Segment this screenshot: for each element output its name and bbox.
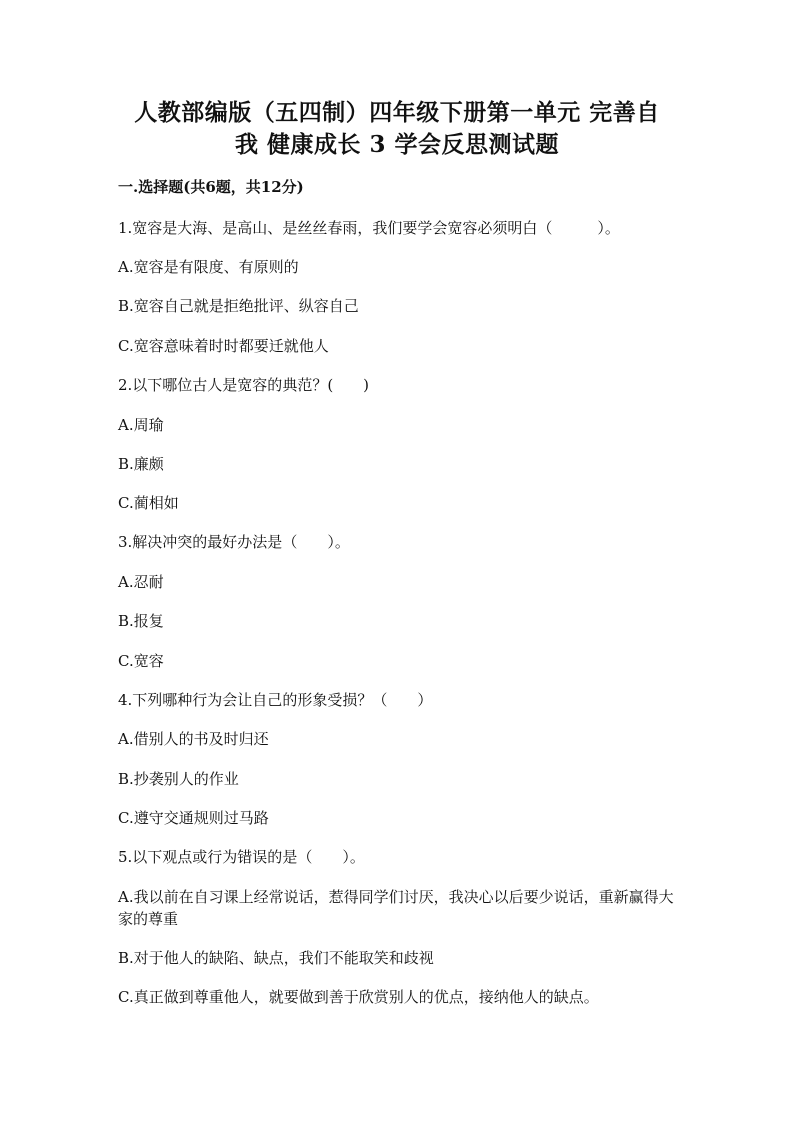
question-1-stem: 1.宽容是大海、是高山、是丝丝春雨，我们要学会宽容必须明白（ ）。 bbox=[118, 219, 620, 237]
question-2-option-a: A.周瑜 bbox=[118, 416, 164, 434]
question-2-option-c: C.蔺相如 bbox=[118, 494, 179, 512]
question-1-option-a: A.宽容是有限度、有原则的 bbox=[118, 258, 299, 276]
document-title-line-1: 人教部编版（五四制）四年级下册第一单元 完善自 bbox=[134, 99, 660, 126]
section-heading: 一.选择题(共6题，共12分) bbox=[118, 178, 304, 196]
question-2-option-b: B.廉颇 bbox=[118, 455, 164, 473]
question-4-stem: 4.下列哪种行为会让自己的形象受损？（ ） bbox=[118, 691, 433, 709]
question-3-option-b: B.报复 bbox=[118, 612, 164, 630]
question-4-option-b: B.抄袭别人的作业 bbox=[118, 770, 239, 788]
question-3-option-a: A.忍耐 bbox=[118, 573, 164, 591]
document-title-line-2: 我 健康成长 3 学会反思测试题 bbox=[234, 131, 560, 158]
question-3-option-c: C.宽容 bbox=[118, 652, 164, 670]
question-4-option-a: A.借别人的书及时归还 bbox=[118, 730, 269, 748]
question-1-option-c: C.宽容意味着时时都要迁就他人 bbox=[118, 337, 329, 355]
question-5-stem: 5.以下观点或行为错误的是（ ）。 bbox=[118, 848, 365, 866]
question-4-option-c: C.遵守交通规则过马路 bbox=[118, 809, 269, 827]
question-5-option-b: B.对于他人的缺陷、缺点，我们不能取笑和歧视 bbox=[118, 949, 434, 967]
question-5-option-c: C.真正做到尊重他人，就要做到善于欣赏别人的优点，接纳他人的缺点。 bbox=[118, 988, 599, 1006]
question-3-stem: 3.解决冲突的最好办法是（ ）。 bbox=[118, 533, 350, 551]
question-2-stem: 2.以下哪位古人是宽容的典范？( ) bbox=[118, 376, 370, 394]
question-5-option-a: A.我以前在自习课上经常说话，惹得同学们讨厌，我决心以后要少说话，重新赢得大家的尊重 bbox=[118, 888, 674, 928]
question-1-option-b: B.宽容自己就是拒绝批评、纵容自己 bbox=[118, 297, 359, 315]
